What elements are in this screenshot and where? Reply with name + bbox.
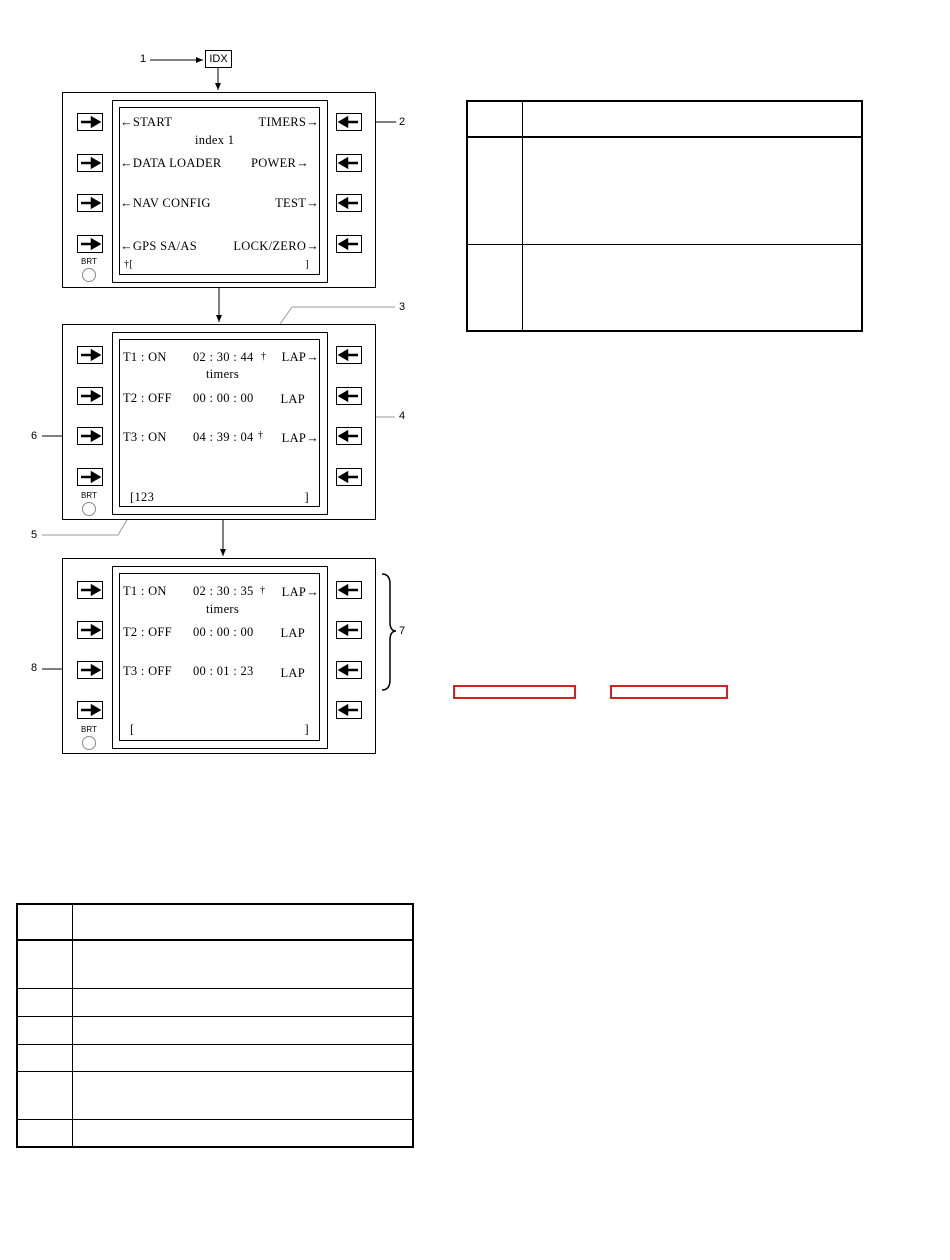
table-cell <box>467 244 523 331</box>
arrow-right-icon <box>79 470 101 484</box>
arrow-left-icon <box>338 237 360 251</box>
scratchpad-right: ] <box>304 490 309 504</box>
arrow-right-icon <box>79 703 101 717</box>
lsk-r1-label: TIMERS→ <box>258 115 319 129</box>
lsk-r3[interactable] <box>336 194 362 212</box>
callout-6: 6 <box>31 430 38 442</box>
lsk-l1[interactable] <box>77 346 103 364</box>
timer-3-name: T3 : ON <box>123 430 167 444</box>
lsk-r2-label: POWER→ <box>250 156 309 170</box>
page-title: timers <box>206 602 240 616</box>
lsk-l3[interactable] <box>77 661 103 679</box>
arrow-right-icon <box>79 237 101 251</box>
timer-1-time: 02 : 30 : 44 <box>193 350 254 364</box>
table-cell <box>73 1119 414 1147</box>
table-cell <box>73 988 414 1016</box>
lsk-l1[interactable] <box>77 581 103 599</box>
lsk-l2[interactable] <box>77 621 103 639</box>
highlight-box <box>610 685 728 699</box>
timer-1-running-icon: † <box>260 585 266 596</box>
callout-7: 7 <box>399 625 406 637</box>
timer-3-time: 00 : 01 : 23 <box>193 664 254 678</box>
lsk-r2[interactable] <box>336 621 362 639</box>
legend-table-bottom <box>16 903 414 1148</box>
lsk-l4[interactable] <box>77 468 103 486</box>
lsk-l4[interactable] <box>77 701 103 719</box>
brt-knob[interactable] <box>82 268 96 282</box>
arrow-right-icon <box>79 583 101 597</box>
brt-label: BRT <box>81 491 97 500</box>
timer-1-running-icon: † <box>261 351 267 362</box>
cdu-index-panel <box>62 92 376 288</box>
cdu-screen-bezel <box>112 566 328 749</box>
lsk-l4[interactable] <box>77 235 103 253</box>
scratchpad-left: †[ <box>124 259 133 270</box>
scratchpad-left: [ <box>130 722 135 736</box>
timer-3-name: T3 : OFF <box>123 664 172 678</box>
timer-2-name: T2 : OFF <box>123 391 172 405</box>
timer-2-lap: LAP <box>280 626 305 640</box>
arrow-left-icon <box>338 115 360 129</box>
callout-1: 1 <box>140 53 147 65</box>
lsk-l2[interactable] <box>77 154 103 172</box>
timer-1-lap: LAP→ <box>281 350 319 364</box>
highlight-box <box>453 685 576 699</box>
timer-1-name: T1 : ON <box>123 584 167 598</box>
page-title: timers <box>206 367 240 381</box>
lsk-r1[interactable] <box>336 581 362 599</box>
timer-1-time: 02 : 30 : 35 <box>193 584 254 598</box>
timer-2-time: 00 : 00 : 00 <box>193 625 254 639</box>
legend-table-right <box>466 100 863 332</box>
table-cell <box>73 904 414 940</box>
scratchpad-right: ] <box>304 722 309 736</box>
lsk-l4-label: ←GPS SA/AS <box>120 239 197 253</box>
lsk-r4[interactable] <box>336 468 362 486</box>
arrow-right-icon <box>79 429 101 443</box>
scratchpad-left: [123 <box>130 490 155 504</box>
lsk-r2[interactable] <box>336 387 362 405</box>
table-cell <box>17 1071 73 1119</box>
table-cell <box>467 101 523 137</box>
lsk-r4[interactable] <box>336 235 362 253</box>
arrow-left-icon <box>338 663 360 677</box>
lsk-r4-label: LOCK/ZERO→ <box>233 239 319 253</box>
arrow-left-icon <box>338 470 360 484</box>
lsk-r3[interactable] <box>336 661 362 679</box>
lsk-r3[interactable] <box>336 427 362 445</box>
table-cell <box>17 1119 73 1147</box>
timer-3-lap: LAP→ <box>281 431 319 445</box>
brt-knob[interactable] <box>82 502 96 516</box>
lsk-l1-label: ←START <box>120 115 173 129</box>
arrow-right-icon <box>79 115 101 129</box>
timer-3-lap: LAP <box>280 666 305 680</box>
idx-key[interactable]: IDX <box>205 50 232 68</box>
lsk-r4[interactable] <box>336 701 362 719</box>
arrow-left-icon <box>338 429 360 443</box>
table-cell <box>17 940 73 988</box>
cdu-display <box>119 107 320 275</box>
table-cell <box>523 137 863 244</box>
lsk-r3-label: TEST→ <box>275 196 319 210</box>
arrow-left-icon <box>338 583 360 597</box>
cdu-display <box>119 339 320 507</box>
scratchpad-right: ] <box>305 259 309 270</box>
lsk-r1[interactable] <box>336 346 362 364</box>
table-cell <box>73 1044 414 1071</box>
timer-2-name: T2 : OFF <box>123 625 172 639</box>
arrow-left-icon <box>338 389 360 403</box>
arrow-left-icon <box>338 156 360 170</box>
brt-label: BRT <box>81 257 97 266</box>
table-cell <box>17 1016 73 1044</box>
arrow-left-icon <box>338 196 360 210</box>
timer-2-time: 00 : 00 : 00 <box>193 391 254 405</box>
lsk-r2[interactable] <box>336 154 362 172</box>
brt-knob[interactable] <box>82 736 96 750</box>
table-cell <box>17 904 73 940</box>
lsk-r1[interactable] <box>336 113 362 131</box>
timer-1-name: T1 : ON <box>123 350 167 364</box>
table-cell <box>17 1044 73 1071</box>
cdu-screen-bezel <box>112 100 328 283</box>
callout-8: 8 <box>31 662 38 674</box>
arrow-left-icon <box>338 623 360 637</box>
cdu-screen-bezel <box>112 332 328 515</box>
table-cell <box>73 1016 414 1044</box>
lsk-l2-label: ←DATA LOADER <box>120 156 222 170</box>
callout-4: 4 <box>399 410 406 422</box>
brt-label: BRT <box>81 725 97 734</box>
table-cell <box>17 988 73 1016</box>
lsk-l3-label: ←NAV CONFIG <box>120 196 211 210</box>
callout-3: 3 <box>399 301 406 313</box>
lsk-l3[interactable] <box>77 194 103 212</box>
callout-7-brace <box>382 574 396 690</box>
arrow-right-icon <box>79 348 101 362</box>
table-cell <box>73 940 414 988</box>
table-cell <box>523 101 863 137</box>
timer-2-lap: LAP <box>280 392 305 406</box>
table-cell <box>73 1071 414 1119</box>
cdu-timers-panel-1 <box>62 324 376 520</box>
timer-3-time: 04 : 39 : 04 <box>193 430 254 444</box>
lsk-l2[interactable] <box>77 387 103 405</box>
callout-5: 5 <box>31 529 38 541</box>
arrow-left-icon <box>338 703 360 717</box>
arrow-right-icon <box>79 623 101 637</box>
lsk-l3[interactable] <box>77 427 103 445</box>
page-title: index 1 <box>195 133 235 147</box>
cdu-display <box>119 573 320 741</box>
arrow-right-icon <box>79 156 101 170</box>
cdu-timers-panel-2 <box>62 558 376 754</box>
arrow-right-icon <box>79 389 101 403</box>
lsk-l1[interactable] <box>77 113 103 131</box>
arrow-right-icon <box>79 663 101 677</box>
timer-1-lap: LAP→ <box>281 585 319 599</box>
table-cell <box>467 137 523 244</box>
arrow-right-icon <box>79 196 101 210</box>
timer-3-running-icon: † <box>258 430 264 441</box>
arrow-left-icon <box>338 348 360 362</box>
callout-2: 2 <box>399 116 406 128</box>
table-cell <box>523 244 863 331</box>
